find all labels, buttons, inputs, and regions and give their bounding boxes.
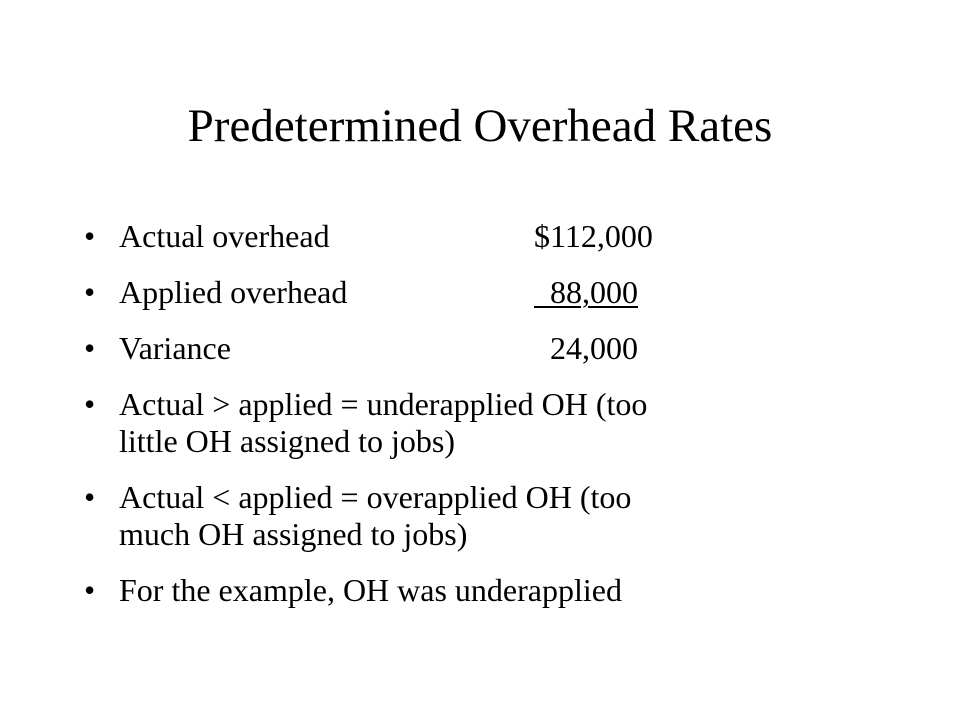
bullet-text: Actual < applied = overapplied OH (too much OH assigned to jobs) xyxy=(119,479,632,552)
bullet-text: For the example, OH was underapplied xyxy=(119,572,622,608)
slide-title: Predetermined Overhead Rates xyxy=(187,100,773,152)
bullet-text: Actual > applied = underapplied OH (too little OH assigned to jobs) xyxy=(119,386,648,459)
amount-row xyxy=(119,274,884,311)
bullet-overapplied xyxy=(84,479,884,553)
row-value-underlined: 88,000 xyxy=(534,274,638,310)
row-value: $112,000 xyxy=(534,218,653,254)
row-label: Variance xyxy=(119,330,231,366)
bullet-marker: • xyxy=(84,218,96,254)
bullet-list xyxy=(84,218,884,628)
bullet-marker: • xyxy=(84,386,96,422)
row-label: Actual overhead xyxy=(119,218,330,254)
amount-row xyxy=(119,218,884,255)
bullet-marker: • xyxy=(84,572,96,608)
bullet-marker: • xyxy=(84,479,96,515)
row-value: 24,000 xyxy=(550,330,638,366)
bullet-applied-overhead xyxy=(84,274,884,311)
row-label: Applied overhead xyxy=(119,274,348,310)
bullet-example xyxy=(84,572,884,609)
amount-row xyxy=(119,330,884,367)
bullet-marker: • xyxy=(84,330,96,366)
bullet-variance xyxy=(84,330,884,367)
bullet-actual-overhead xyxy=(84,218,884,255)
bullet-underapplied xyxy=(84,386,884,460)
bullet-marker: • xyxy=(84,274,96,310)
